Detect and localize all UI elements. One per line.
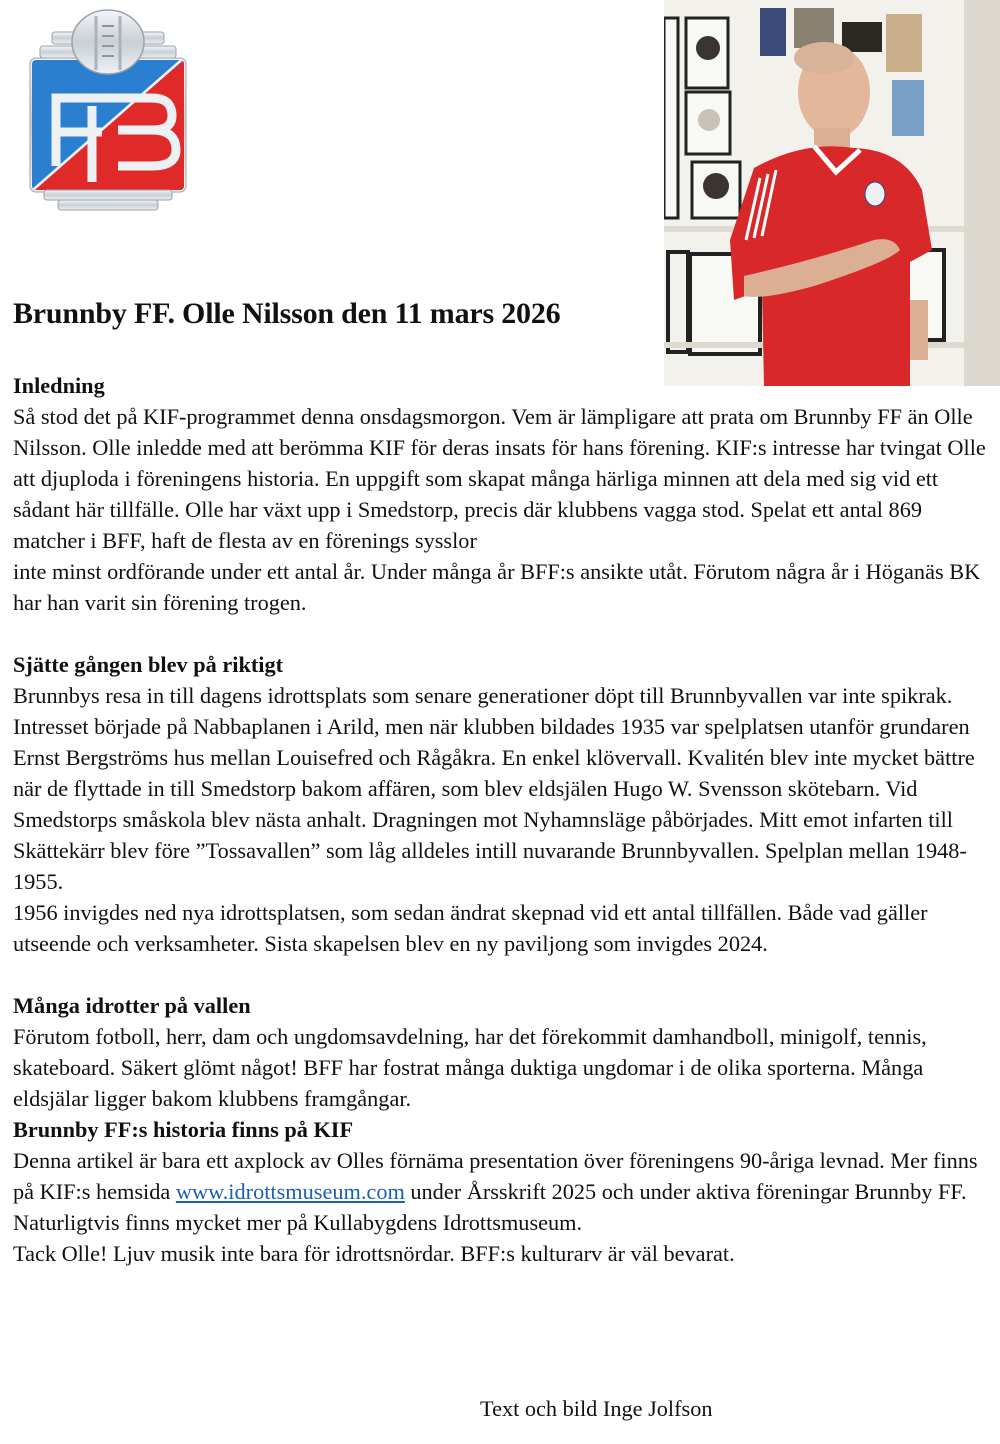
text-span: under Årsskrift 2025 och under aktiva föreningar Brunnby FF. Naturligtvis finns mycket mer på Kullabygdens Idrottsmuseum. — [13, 1179, 967, 1235]
section-heading: Inledning — [13, 373, 105, 398]
text-span: Denna artikel är bara ett axplock av Olles förnäma presentation över föreningens 90-åriga levnad. Mer finns på KIF:s hemsida — [13, 1148, 978, 1204]
closing-line: Tack Olle! Ljuv musik inte bara för idrottsnördar. BFF:s kulturarv är väl bevarat. — [13, 1241, 735, 1266]
club-logo — [22, 6, 194, 212]
paragraph: Förutom fotboll, herr, dam och ungdomsavdelning, har det förekommit damhandboll, minigolf, tennis, skateboard. Säkert glömt något! BFF har fostrat många duktiga ungdomar i de olika sporterna. Många eldsjälar ligger bakom klubbens framgångar. — [13, 1024, 927, 1111]
paragraph — [13, 1145, 993, 1238]
section-heading: Många idrotter på vallen — [13, 993, 251, 1018]
signature: Text och bild Inge Jolfson — [480, 1396, 713, 1421]
section-heading: Sjätte gången blev på riktigt — [13, 652, 284, 677]
paragraph: Brunnbys resa in till dagens idrottsplats som senare generationer döpt till Brunnbyvallen var inte spikrak. Intresset började på Nabbaplanen i Arild, men när klubben bildades 1935 var spelplatsen utanför grundaren Ernst Bergströms hus mellan Louisefred och Rågåkra. En enkel klövervall. Kvalitén blev inte mycket bättre när de flyttade in till Smedstorp bakom affären, som blev eldsjälen Hugo W. Svensson skötebarn. Vid Smedstorps småskola blev nästa anhalt. Dragningen mot Nyhamnsläge påbörjades. Mitt emot infarten till Skättekärr blev före ”Tossavallen” som låg alldeles intill nuvarande Brunnbyvallen. Spelplan mellan 1948-1955. — [13, 683, 975, 894]
bff-crest-icon — [22, 6, 194, 212]
paragraph: 1956 invigdes ned nya idrottsplatsen, som sedan ändrat skepnad vid ett antal tillfällen. Både vad gäller utseende och verksamheter. Sista skapelsen blev en ny paviljong som invigdes 2024. — [13, 900, 928, 956]
section-heading: Brunnby FF:s historia finns på KIF — [13, 1117, 354, 1142]
article-title: Brunnby FF. Olle Nilsson den 11 mars 2026 — [13, 297, 561, 330]
paragraph: Så stod det på KIF-programmet denna onsdagsmorgon. Vem är lämpligare att prata om Brunnby FF än Olle Nilsson. Olle inledde med att berömma KIF för deras insats för hans förening. KIF:s intresse har tvingat Olle att djuploda i föreningens historia. En uppgift som skapat många härliga minnen att dela med sig vid ett sådant här tillfälle. Olle har växt upp i Smedstorp, precis där klubbens vagga stod. Spelat ett antal 869 matcher i BFF, haft de flesta av en förenings sysslor — [13, 404, 986, 553]
paragraph: inte minst ordförande under ett antal år. Under många år BFF:s ansikte utåt. Förutom några år i Höganäs BK har han varit sin förening trogen. — [13, 559, 981, 615]
museum-website-link[interactable]: www.idrottsmuseum.com — [175, 1179, 405, 1204]
speaker-photo — [664, 0, 1000, 386]
article-body — [13, 370, 993, 1269]
person-photo-icon — [664, 0, 1000, 386]
